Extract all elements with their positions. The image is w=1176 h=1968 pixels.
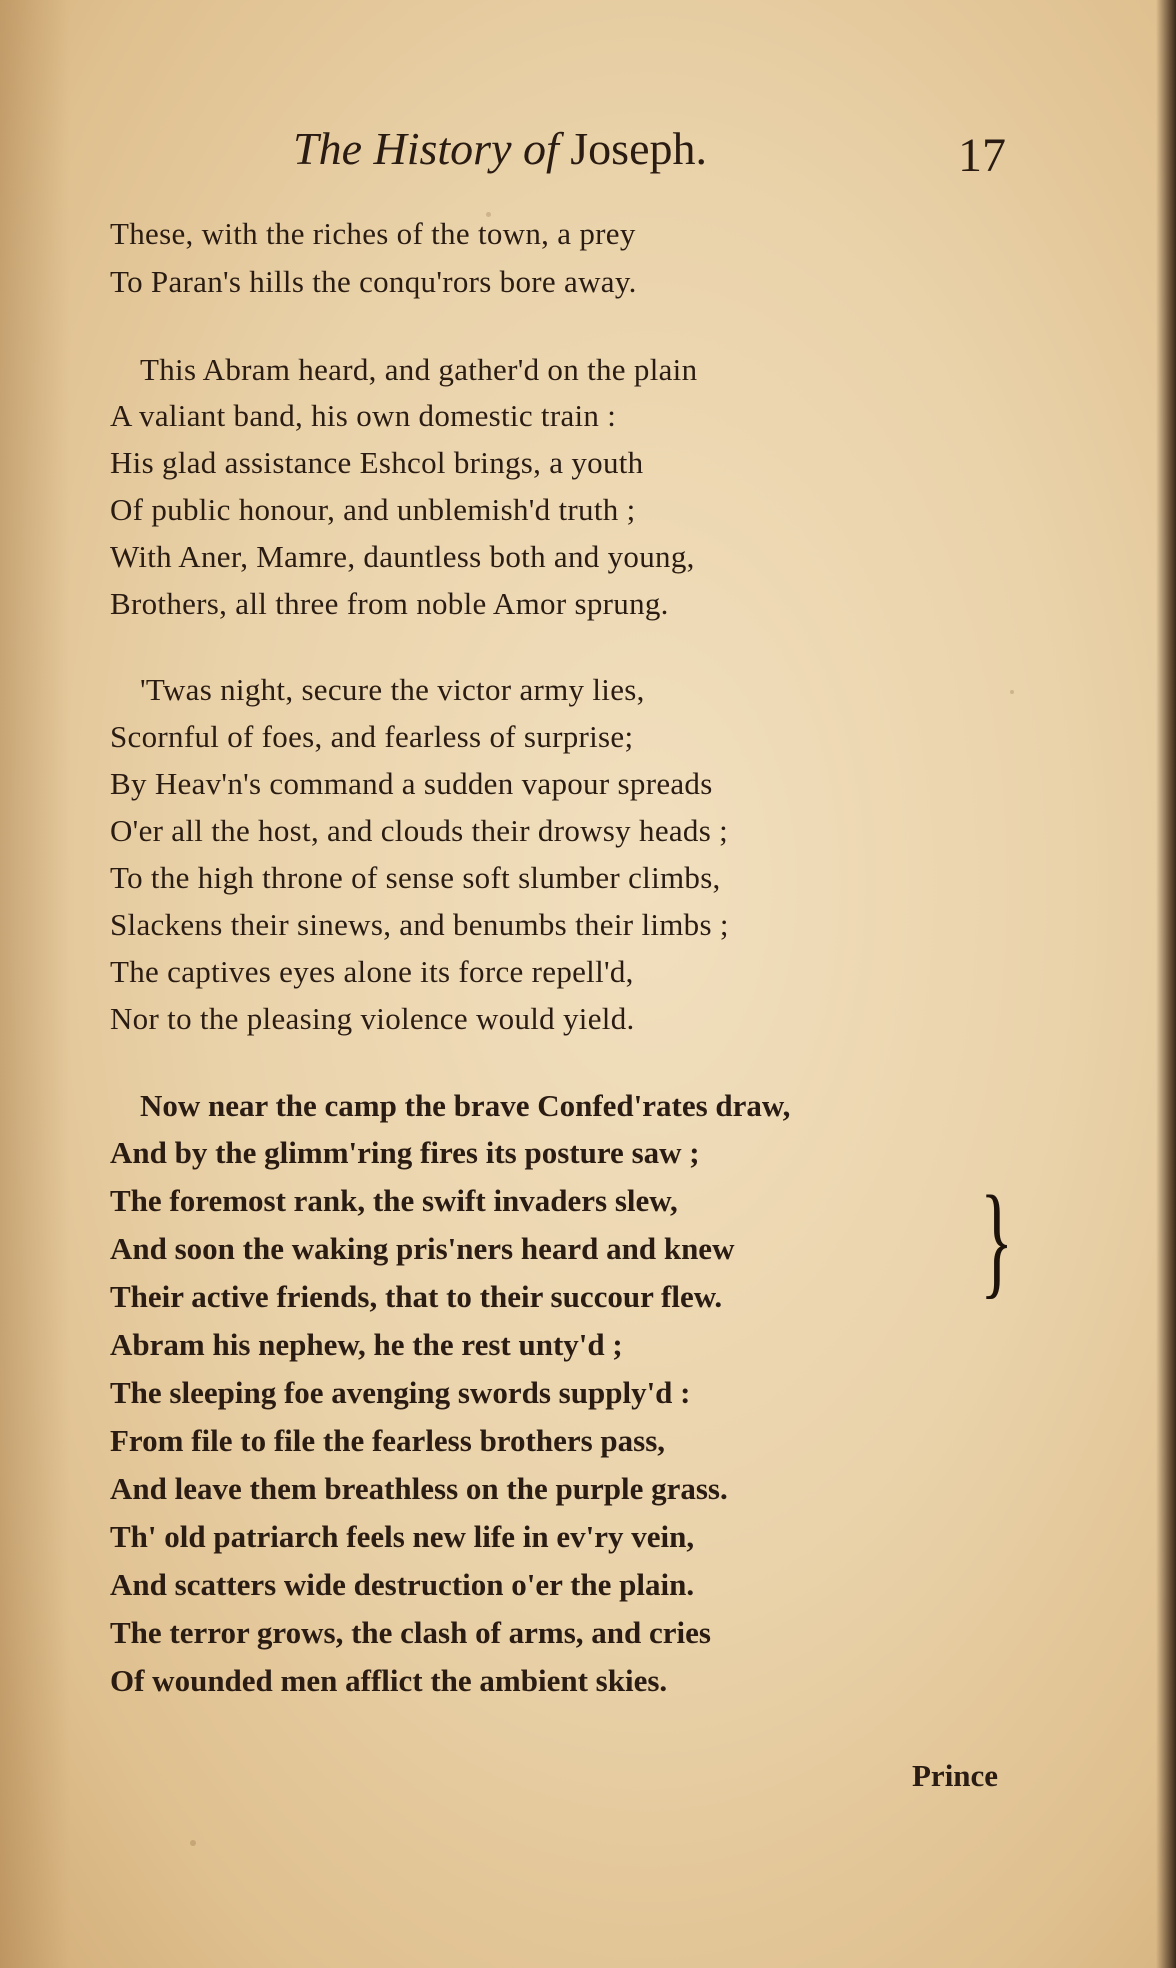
verse-line: Brothers, all three from noble Amor sprung. (110, 586, 669, 621)
verse-line: 'Twas night, secure the victor army lies, (140, 672, 645, 707)
foxing-spot (1010, 690, 1014, 694)
verse-line: Nor to the pleasing violence would yield. (110, 1001, 635, 1036)
verse-line: Abram his nephew, he the rest unty'd ; (110, 1327, 623, 1362)
verse-line: The sleeping foe avenging swords supply'd : (110, 1375, 691, 1410)
verse-line: Of wounded men afflict the ambient skies. (110, 1663, 668, 1698)
verse-line: A valiant band, his own domestic train : (110, 398, 617, 433)
verse-line: To the high throne of sense soft slumber climbs, (110, 860, 721, 895)
verse-line: The foremost rank, the swift invaders slew, (110, 1183, 678, 1218)
verse-line: O'er all the host, and clouds their drowsy heads ; (110, 813, 729, 848)
verse-line: By Heav'n's command a sudden vapour spreads (110, 766, 713, 801)
verse-line: And scatters wide destruction o'er the plain. (110, 1567, 695, 1602)
verse-line: Their active friends, that to their succour flew. (110, 1279, 723, 1314)
triplet-brace: } (980, 1171, 1014, 1310)
verse-line: Slackens their sinews, and benumbs their limbs ; (110, 907, 729, 942)
verse-line: Now near the camp the brave Confed'rates draw, (140, 1088, 791, 1123)
catchword: Prince (912, 1758, 999, 1793)
verse-line: The terror grows, the clash of arms, and cries (110, 1615, 711, 1650)
verse-line: Of public honour, and unblemish'd truth ; (110, 492, 636, 527)
verse-line: From file to file the fearless brothers pass, (110, 1423, 666, 1458)
verse-line: His glad assistance Eshcol brings, a youth (110, 445, 644, 480)
verse-line: To Paran's hills the conqu'rors bore away. (110, 264, 637, 299)
verse-line: And by the glimm'ring fires its posture saw ; (110, 1135, 700, 1170)
running-title (0, 123, 1000, 174)
verse-line: With Aner, Mamre, dauntless both and young, (110, 539, 695, 574)
verse-line: These, with the riches of the town, a prey (110, 216, 636, 251)
page-number: 17 (958, 129, 1006, 182)
verse-line: This Abram heard, and gather'd on the plain (140, 352, 698, 387)
verse-line: The captives eyes alone its force repell'd, (110, 954, 634, 989)
foxing-spot (190, 1840, 196, 1846)
running-title-roman: Joseph. (570, 123, 707, 174)
verse-line: Scornful of foes, and fearless of surprise; (110, 719, 634, 754)
verse-line: Th' old patriarch feels new life in ev'ry vein, (110, 1519, 695, 1554)
foxing-spot (486, 212, 491, 217)
verse-line: And soon the waking pris'ners heard and knew (110, 1231, 735, 1266)
running-title-italic: The History of (292, 123, 559, 174)
verse-line: And leave them breathless on the purple grass. (110, 1471, 728, 1506)
